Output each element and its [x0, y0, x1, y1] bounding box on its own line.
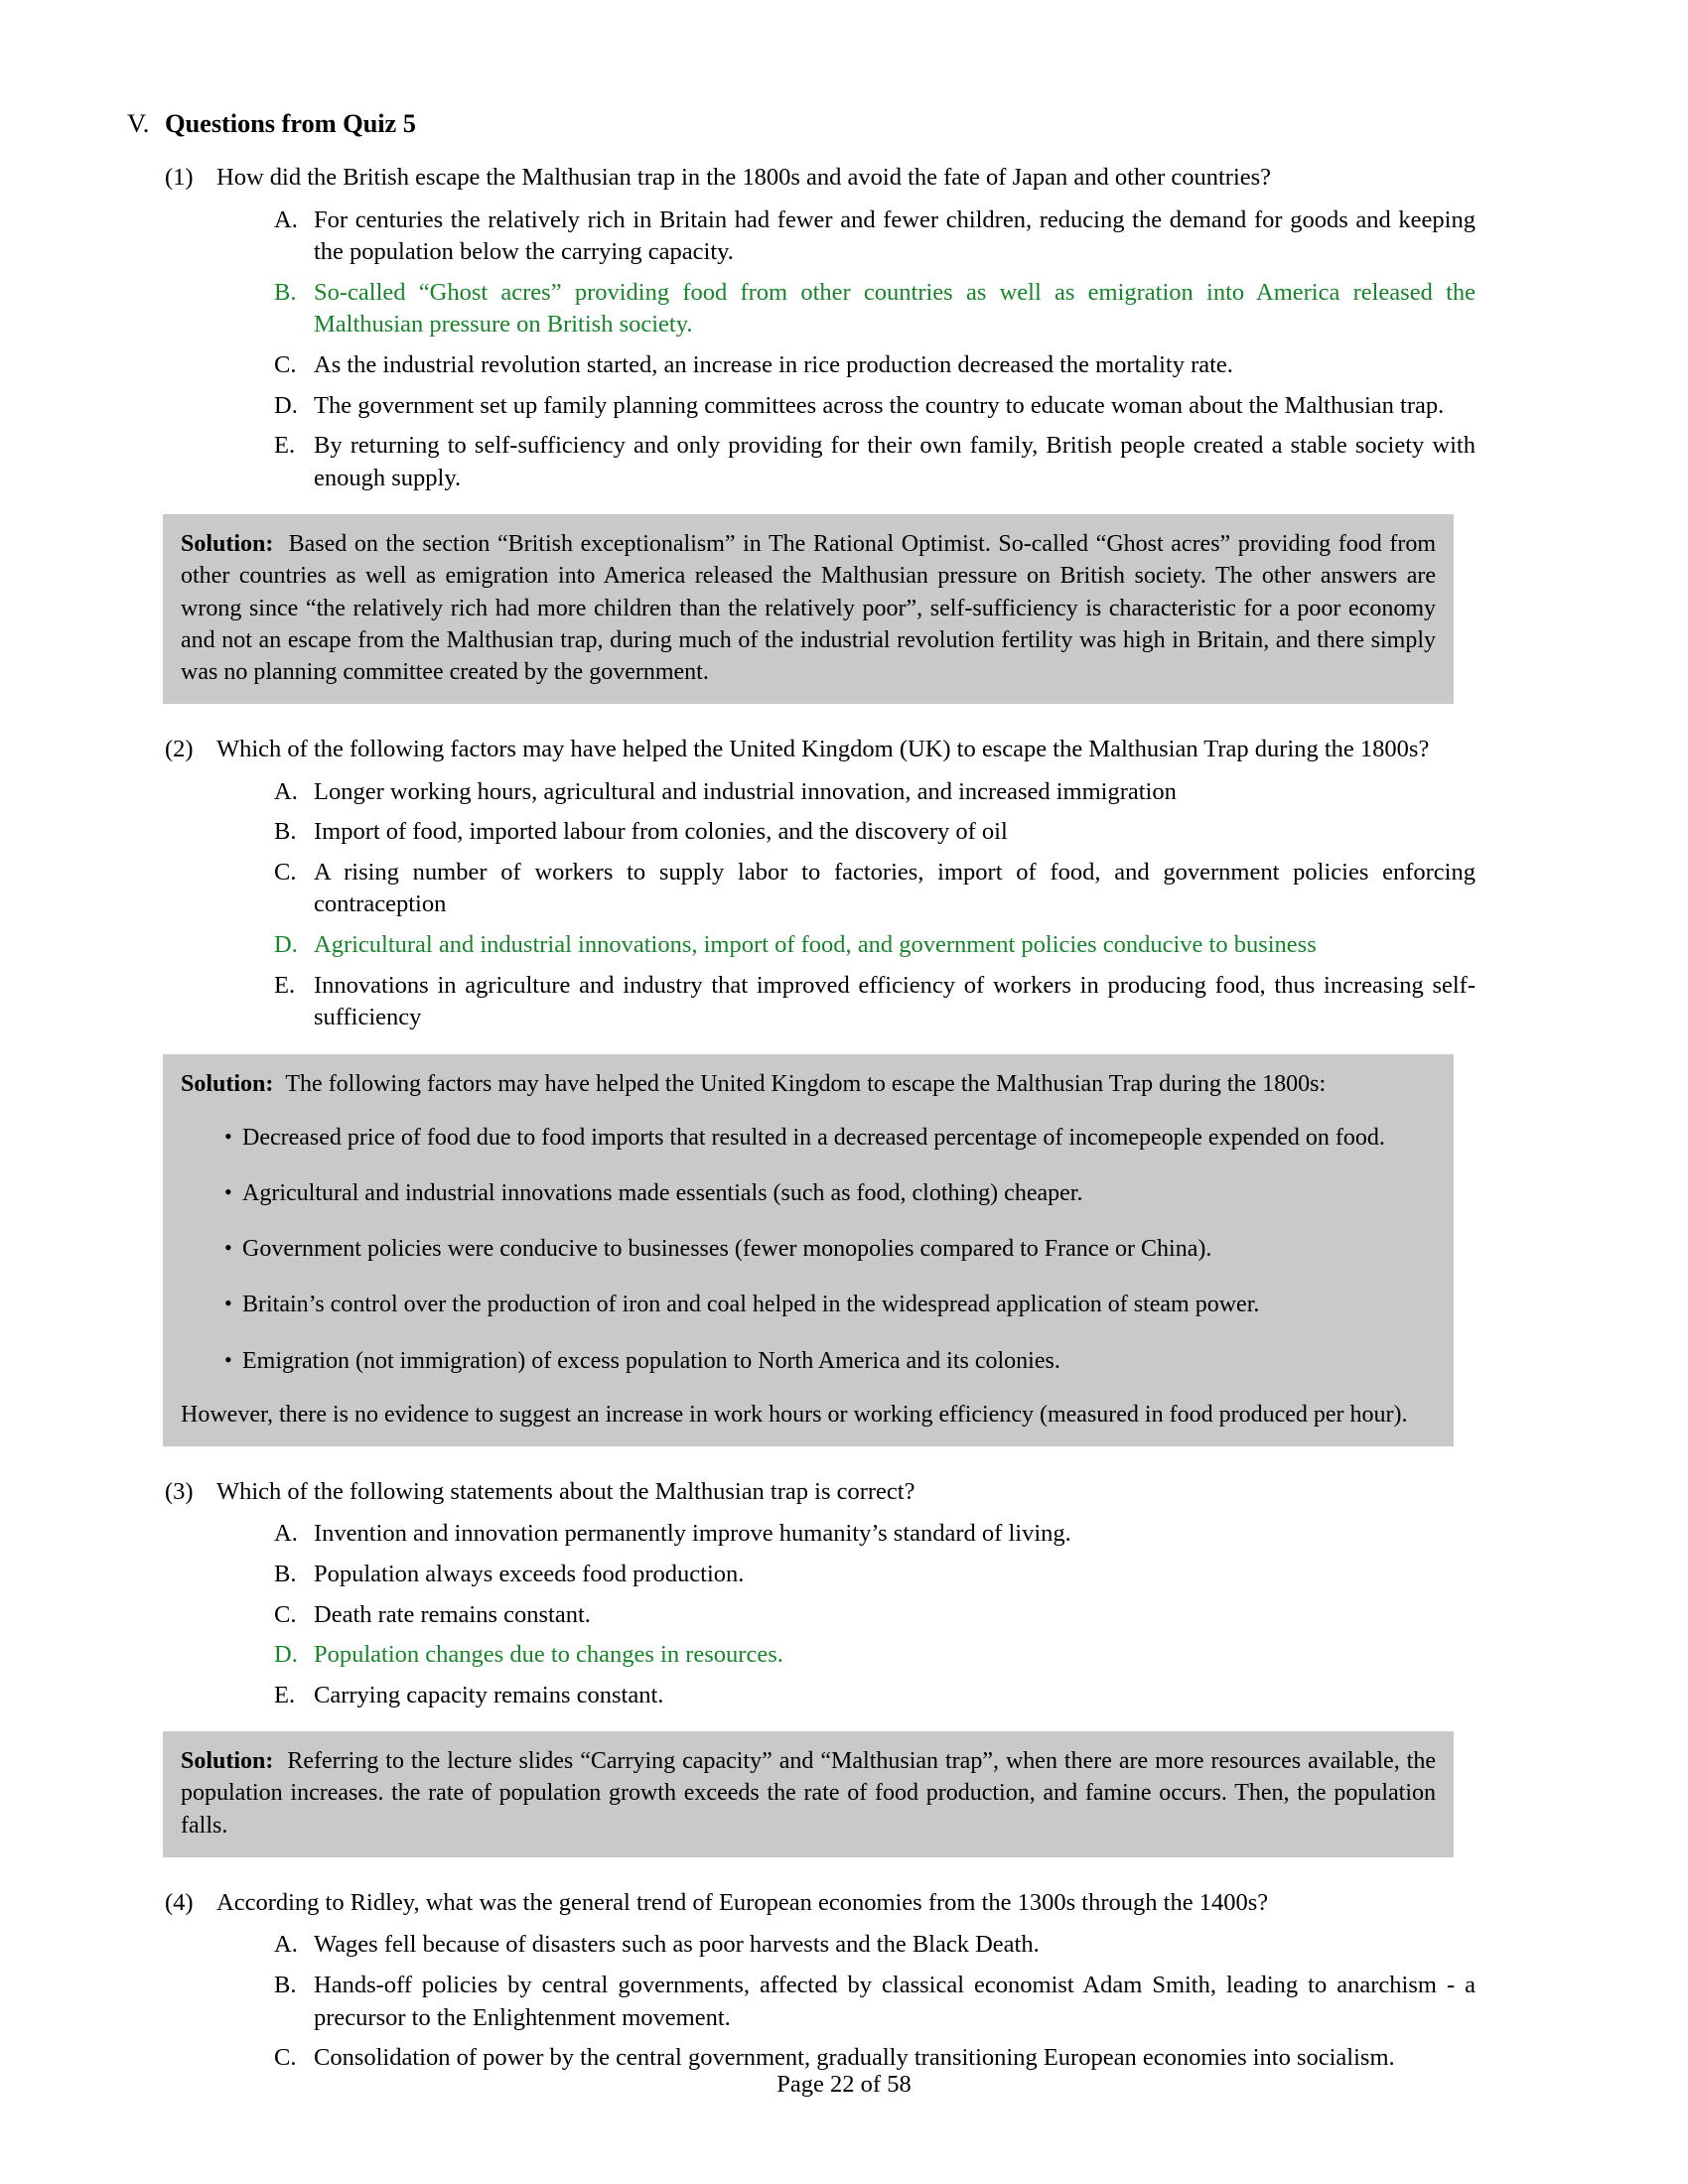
- choice-letter: D.: [274, 931, 298, 958]
- choice-text: For centuries the relatively rich in Britain had fewer and fewer children, reducing the demand for goods and keeping the population below the carrying capacity.: [314, 205, 1476, 266]
- page-number-label: Page 22 of 58: [776, 2071, 912, 2098]
- question-1-heading: [117, 162, 1477, 195]
- question-3-choices: [117, 1518, 1477, 1711]
- choice-letter: D.: [274, 391, 298, 419]
- choice-text: Death rate remains constant.: [314, 1600, 591, 1628]
- solution-bullet: [181, 1177, 1436, 1209]
- choice-text: So-called “Ghost acres” providing food from other countries as well as emigration into America released the Malthusian pressure on British society.: [314, 278, 1476, 339]
- question-2: [117, 734, 1477, 1446]
- choice-text: Population always exceeds food production.: [314, 1560, 745, 1587]
- choice-letter: C.: [274, 858, 297, 886]
- bullet-dot-icon: •: [224, 1235, 232, 1261]
- section-heading: [117, 107, 1477, 140]
- solution-body: The following factors may have helped the United Kingdom to escape the Malthusian Trap during the 1800s:: [285, 1070, 1327, 1097]
- question-3-number: (3): [165, 1477, 194, 1505]
- choice-text: Invention and innovation permanently improve humanity’s standard of living.: [314, 1520, 1071, 1548]
- solution-box-2: [163, 1054, 1454, 1446]
- choice-letter: A.: [274, 1520, 298, 1548]
- question-1-prompt: How did the British escape the Malthusian trap in the 1800s and avoid the fate of Japan and other countries?: [216, 164, 1272, 192]
- question-4-prompt: According to Ridley, what was the general trend of European economies from the 1300s through the 1400s?: [216, 1888, 1269, 1916]
- choice-text: Wages fell because of disasters such as poor harvests and the Black Death.: [314, 1931, 1040, 1959]
- solution-label: Solution:: [181, 531, 274, 558]
- spacer: [117, 1446, 1477, 1476]
- choice-letter: A.: [274, 1931, 298, 1959]
- choice-letter: E.: [274, 1681, 296, 1708]
- choice-4-c[interactable]: [117, 2042, 1477, 2075]
- choice-letter: D.: [274, 1641, 298, 1669]
- choice-3-e[interactable]: [117, 1680, 1477, 1712]
- question-2-choices: [117, 776, 1477, 1034]
- solution-body: Referring to the lecture slides “Carrying capacity” and “Malthusian trap”, when there are more resources available, the population increases. the rate of population growth exceeds the rate of food production, and famine occurs. Then, the population falls.: [181, 1748, 1436, 1839]
- solution-bullet-list: [181, 1122, 1436, 1377]
- choice-3-c[interactable]: [117, 1599, 1477, 1632]
- question-3: [117, 1476, 1477, 1857]
- question-4-choices: [117, 1929, 1477, 2074]
- question-2-heading: [117, 734, 1477, 766]
- solution-body: Based on the section “British exceptionalism” in The Rational Optimist. So-called “Ghost acres” providing food from other countries as well as emigration into America released the Malthusian pressure on British society. The other answers are wrong since “the relatively rich had more children than the relatively poor”, self-sufficiency is characteristic for a poor economy and not an escape from the Malthusian trap, during much of the industrial revolution fertility was high in Britain, and there simply was no planning committee created by the government.: [181, 531, 1436, 685]
- question-1-number: (1): [165, 164, 194, 192]
- solution-bullet-text: Agricultural and industrial innovations made essentials (such as food, clothing) cheaper.: [242, 1180, 1083, 1207]
- choice-text: The government set up family planning committees across the country to educate woman about the Malthusian trap.: [314, 391, 1445, 419]
- question-3-prompt: Which of the following statements about the Malthusian trap is correct?: [216, 1477, 915, 1505]
- choice-3-d[interactable]: [117, 1639, 1477, 1672]
- choice-3-b[interactable]: [117, 1559, 1477, 1591]
- solution-bullet-text: Decreased price of food due to food imports that resulted in a decreased percentage of incomepeople expended on food.: [242, 1124, 1385, 1151]
- bullet-dot-icon: •: [224, 1346, 232, 1372]
- question-3-heading: [117, 1476, 1477, 1509]
- solution-label: Solution:: [181, 1748, 274, 1775]
- choice-2-d[interactable]: [117, 929, 1477, 962]
- question-1-choices: [117, 205, 1477, 495]
- choice-letter: B.: [274, 278, 297, 306]
- solution-box-1: [163, 514, 1454, 704]
- page-title: Questions from Quiz 5: [165, 108, 416, 138]
- solution-paragraph: [181, 1745, 1436, 1841]
- choice-letter: E.: [274, 432, 296, 460]
- choice-text: Innovations in agriculture and industry that improved efficiency of workers in producing food, thus increasing self-sufficiency: [314, 971, 1476, 1031]
- choice-text: Hands-off policies by central governments, affected by classical economist Adam Smith, leading to anarchism - a precursor to the Enlightenment movement.: [314, 1971, 1476, 2031]
- solution-closing: However, there is no evidence to suggest an increase in work hours or working efficiency (measured in food produced per hour).: [181, 1401, 1408, 1428]
- question-4-number: (4): [165, 1888, 194, 1916]
- choice-1-e[interactable]: [117, 430, 1477, 494]
- choice-letter: B.: [274, 818, 297, 846]
- choice-letter: C.: [274, 1600, 297, 1628]
- choice-letter: A.: [274, 777, 298, 805]
- solution-bullet: [181, 1122, 1436, 1154]
- choice-2-c[interactable]: [117, 857, 1477, 921]
- choice-2-b[interactable]: [117, 816, 1477, 849]
- solution-bullet-text: Government policies were conducive to businesses (fewer monopolies compared to France or China).: [242, 1236, 1212, 1263]
- choice-4-a[interactable]: [117, 1929, 1477, 1962]
- question-4-heading: [117, 1887, 1477, 1920]
- choice-text: Longer working hours, agricultural and industrial innovation, and increased immigration: [314, 777, 1177, 805]
- choice-text: Import of food, imported labour from colonies, and the discovery of oil: [314, 818, 1008, 846]
- solution-label: Solution:: [181, 1070, 274, 1097]
- solution-box-3: [163, 1731, 1454, 1856]
- choice-letter: B.: [274, 1560, 297, 1587]
- choice-text: By returning to self-sufficiency and only providing for their own family, British people created a stable society with enough supply.: [314, 432, 1476, 491]
- choice-2-e[interactable]: [117, 970, 1477, 1034]
- choice-text: As the industrial revolution started, an increase in rice production decreased the mortality rate.: [314, 351, 1233, 379]
- choice-letter: B.: [274, 1971, 297, 1998]
- choice-letter: C.: [274, 351, 297, 379]
- choice-letter: E.: [274, 971, 296, 999]
- choice-text: Agricultural and industrial innovations, import of food, and government policies conducive to business: [314, 931, 1317, 958]
- choice-letter: A.: [274, 205, 298, 233]
- choice-text: Population changes due to changes in resources.: [314, 1641, 783, 1669]
- solution-bullet-text: Emigration (not immigration) of excess population to North America and its colonies.: [242, 1347, 1060, 1374]
- spacer: [117, 704, 1477, 734]
- choice-text: Consolidation of power by the central government, gradually transitioning European economies into socialism.: [314, 2044, 1395, 2072]
- question-1: [117, 162, 1477, 704]
- section-numeral: V.: [127, 108, 150, 138]
- question-2-number: (2): [165, 736, 194, 763]
- solution-paragraph: [181, 1068, 1436, 1100]
- solution-paragraph: [181, 528, 1436, 688]
- solution-bullet: [181, 1233, 1436, 1265]
- choice-letter: C.: [274, 2044, 297, 2072]
- choice-3-a[interactable]: [117, 1518, 1477, 1551]
- page-content: [117, 107, 1477, 2075]
- page-footer: [0, 2071, 1688, 2099]
- solution-bullet: [181, 1289, 1436, 1320]
- bullet-dot-icon: •: [224, 1291, 232, 1316]
- choice-2-a[interactable]: [117, 776, 1477, 809]
- question-2-prompt: Which of the following factors may have helped the United Kingdom (UK) to escape the Malthusian Trap during the 1800s?: [216, 736, 1430, 763]
- choice-text: A rising number of workers to supply labor to factories, import of food, and government policies enforcing contraception: [314, 858, 1476, 918]
- choice-1-b[interactable]: [117, 277, 1477, 341]
- spacer: [117, 1857, 1477, 1887]
- solution-bullet: [181, 1345, 1436, 1377]
- choice-4-b[interactable]: [117, 1970, 1477, 2034]
- choice-1-a[interactable]: [117, 205, 1477, 269]
- choice-1-c[interactable]: [117, 349, 1477, 382]
- question-4: [117, 1887, 1477, 2075]
- solution-bullet-text: Britain’s control over the production of iron and coal helped in the widespread application of steam power.: [242, 1292, 1260, 1318]
- choice-1-d[interactable]: [117, 390, 1477, 423]
- bullet-dot-icon: •: [224, 1123, 232, 1149]
- bullet-dot-icon: •: [224, 1179, 232, 1205]
- choice-text: Carrying capacity remains constant.: [314, 1681, 664, 1708]
